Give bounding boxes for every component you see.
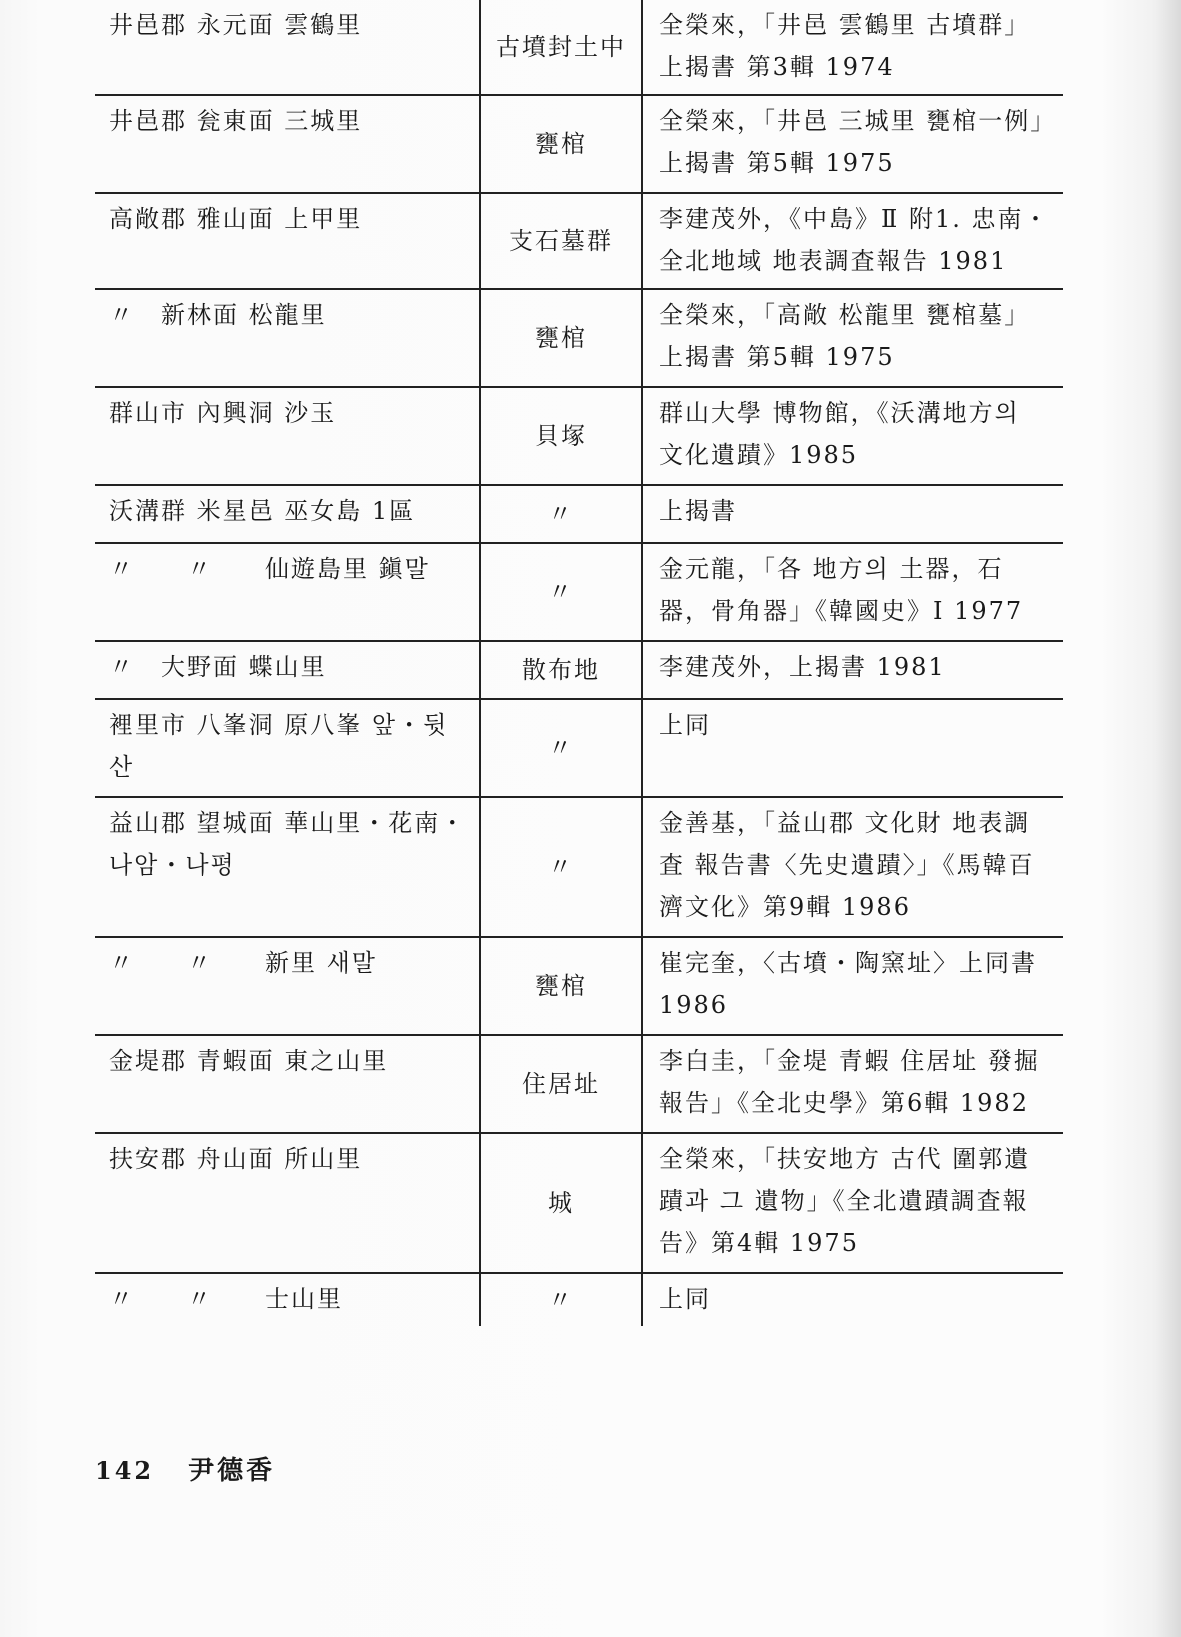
type-cell: 甕棺 — [480, 289, 642, 387]
sites-table — [95, 0, 1063, 1326]
author-name: 尹德香 — [188, 1456, 276, 1486]
type-cell: 甕棺 — [480, 95, 642, 193]
type-cell: 〃 — [480, 543, 642, 641]
location-cell: 群山市 內興洞 沙玉 — [95, 387, 480, 485]
reference-cell: 全榮來，「高敞 松龍里 甕棺墓」上揭書 第5輯 1975 — [642, 289, 1063, 387]
type-cell: 支石墓群 — [480, 193, 642, 289]
location-cell: 益山郡 望城面 華山里・花南・나암・나평 — [95, 797, 480, 937]
reference-cell: 全榮來，「井邑 三城里 甕棺一例」上揭書 第5輯 1975 — [642, 95, 1063, 193]
page-edge-shadow — [1155, 0, 1181, 1637]
location-cell: 金堤郡 青蝦面 東之山里 — [95, 1035, 480, 1133]
reference-cell: 金善基，「益山郡 文化財 地表調査 報告書〈先史遺蹟〉」《馬韓百濟文化》第9輯 1986 — [642, 797, 1063, 937]
location-cell: 扶安郡 舟山面 所山里 — [95, 1133, 480, 1273]
reference-cell: 全榮來，「井邑 雲鶴里 古墳群」上揭書 第3輯 1974 — [642, 0, 1063, 95]
type-cell: 甕棺 — [480, 937, 642, 1035]
reference-cell: 全榮來，「扶安地方 古代 圍郭遺蹟과 그 遺物」《全北遺蹟調査報告》第4輯 1975 — [642, 1133, 1063, 1273]
reference-cell: 群山大學 博物館，《沃溝地方의 文化遺蹟》1985 — [642, 387, 1063, 485]
table-row — [95, 485, 1063, 543]
type-cell: 散布地 — [480, 641, 642, 699]
reference-cell: 上同 — [642, 699, 1063, 797]
type-cell: 古墳封土中 — [480, 0, 642, 95]
page-footer — [95, 1450, 275, 1487]
table-row — [95, 543, 1063, 641]
location-cell: 高敞郡 雅山面 上甲里 — [95, 193, 480, 289]
type-cell: 貝塚 — [480, 387, 642, 485]
location-cell: 沃溝群 米星邑 巫女島 1區 — [95, 485, 480, 543]
type-cell: 〃 — [480, 485, 642, 543]
table-row — [95, 699, 1063, 797]
location-cell: 〃 〃 新里 새말 — [95, 937, 480, 1035]
location-cell: 〃 新林面 松龍里 — [95, 289, 480, 387]
reference-cell: 上揭書 — [642, 485, 1063, 543]
type-cell: 〃 — [480, 699, 642, 797]
type-cell: 〃 — [480, 1273, 642, 1326]
table-row — [95, 1273, 1063, 1326]
location-cell: 〃 〃 仙遊島里 鎭말 — [95, 543, 480, 641]
location-cell: 〃 大野面 蝶山里 — [95, 641, 480, 699]
type-cell: 城 — [480, 1133, 642, 1273]
table-row — [95, 641, 1063, 699]
table-row — [95, 937, 1063, 1035]
reference-cell: 上同 — [642, 1273, 1063, 1326]
reference-cell: 崔完奎，〈古墳・陶窯址〉上同書 1986 — [642, 937, 1063, 1035]
reference-cell: 李白圭，「金堤 青蝦 住居址 發掘報告」《全北史學》第6輯 1982 — [642, 1035, 1063, 1133]
table-row — [95, 289, 1063, 387]
location-cell: 井邑郡 永元面 雲鶴里 — [95, 0, 480, 95]
location-cell: 井邑郡 瓮東面 三城里 — [95, 95, 480, 193]
table-row — [95, 387, 1063, 485]
table-row — [95, 0, 1063, 95]
table-row — [95, 1035, 1063, 1133]
type-cell: 住居址 — [480, 1035, 642, 1133]
table-row — [95, 797, 1063, 937]
location-cell: 裡里市 八峯洞 原八峯 앞・뒷산 — [95, 699, 480, 797]
type-cell: 〃 — [480, 797, 642, 937]
reference-cell: 李建茂外，《中島》Ⅱ 附1. 忠南・全北地域 地表調査報告 1981 — [642, 193, 1063, 289]
table-row — [95, 1133, 1063, 1273]
table-row — [95, 95, 1063, 193]
page-number: 142 — [95, 1456, 155, 1485]
reference-cell: 金元龍，「各 地方의 土器，石器，骨角器」《韓國史》Ⅰ 1977 — [642, 543, 1063, 641]
table-row — [95, 193, 1063, 289]
location-cell: 〃 〃 士山里 — [95, 1273, 480, 1326]
reference-cell: 李建茂外，上揭書 1981 — [642, 641, 1063, 699]
